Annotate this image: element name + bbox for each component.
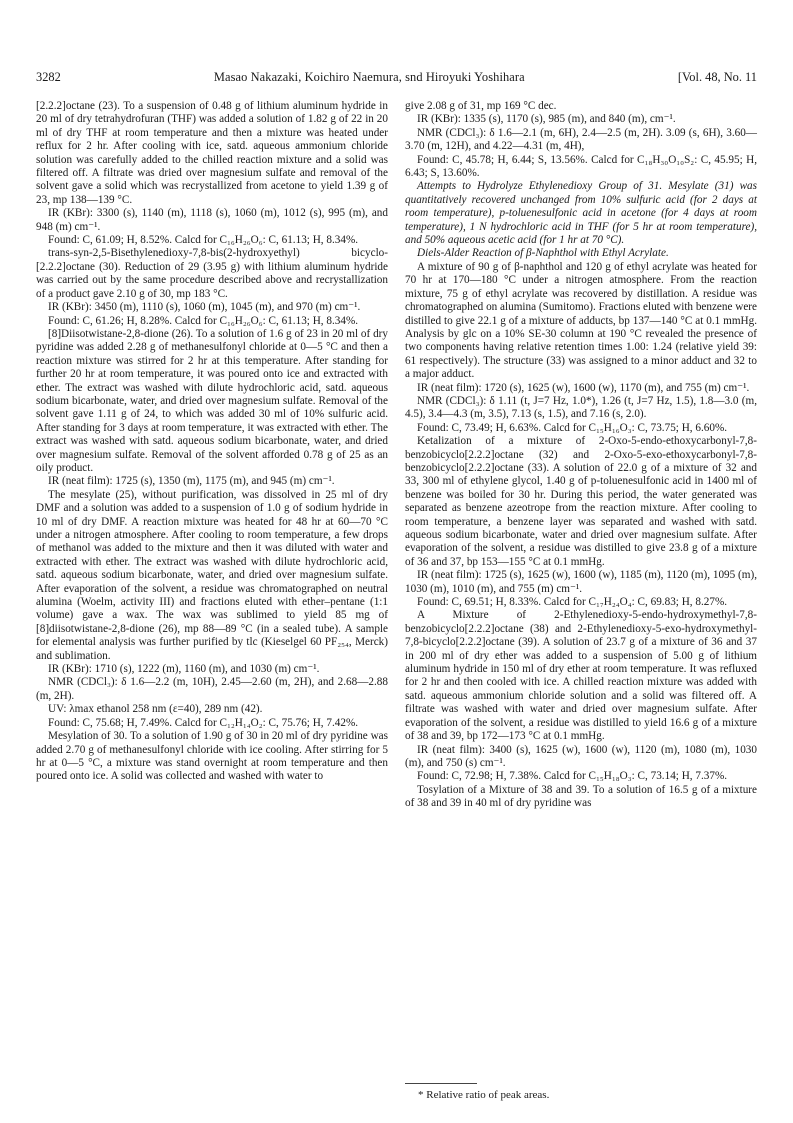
paragraph: Found: C, 61.26; H, 8.28%. Calcd for C₁₆H₂₆O₆: C, 61.13; H, 8.34%. <box>48 314 359 327</box>
paragraph: IR (neat film): 3400 (s), 1625 (w), 1600 (w), 1120 (m), 1080 (m), 1030 (m), and 750 (s) cm⁻¹. <box>405 743 757 769</box>
page-number: 3282 <box>36 70 61 84</box>
paragraph: IR (KBr): 3450 (m), 1110 (s), 1060 (m), 1045 (m), and 970 (m) cm⁻¹. <box>48 301 361 314</box>
footnote: * Relative ratio of peak areas. <box>418 1089 550 1101</box>
paragraph: IR (neat film): 1725 (s), 1625 (w), 1600 (w), 1185 (m), 1120 (m), 1095 (m), 1030 (m), 1010 (m), and 755 (m) cm⁻¹. <box>405 569 757 595</box>
paragraph: Ketalization of a mixture of 2-Oxo-5-endo-ethoxycarbonyl-7,8-benzobicyclo[2.2.2]octane (32) and 2-Oxo-5-exo-ethoxycarbonyl-7,8-benzobicyclo[2.2.2]octane (33). A solution of 22.0 g of a mixture of 32 and 33, 300 ml of ethylene glycol, 1.40 g of p-toluenesulfonic acid in 1400 ml of benzene was boiled for 30 hr. During this period, the water generated was separated as benzene azeotrope from the reaction mixture. After cooling to room temperature, a benzene layer was separated and washed with satd. aqueous sodium bicarbonate, water and dried over magnesium sulfate. After evaporation of the solvent, a residue was distilled to give 23.8 g of a mixture of 36 and 37, bp 153—155 °C at 0.1 mmHg. <box>405 435 757 568</box>
paragraph: A Mixture of 2-Ethylenedioxy-5-endo-hydroxymethyl-7,8-benzobicyclo[2.2.2]octane (38) and 2-Ethylenedioxy-5-exo-hydroxymethyl-7,8-bicyclo[2.2.2]octane (39). A solution of 23.7 g of a mixture of 36 and 37 in 200 ml of dry ether was added to a suspension of 5.00 g of lithium aluminum hydride in 150 ml of dry ether at room temperature. It was refluxed for 2 hr and then cooled with ice. A chilled reaction mixture was added with satd. aqueous ammonium chloride solution and a solid was filtered off. A filtrate was washed with water and dried over magnesium sulfate. After evaporation of the solvent, a residue was distilled to yield 16.6 g of a mixture of 38 and 39, bp 172—173 °C at 0.1 mmHg. <box>405 609 757 743</box>
paragraph: IR (neat film): 1720 (s), 1625 (w), 1600 (w), 1170 (m), and 755 (m) cm⁻¹. <box>417 381 750 394</box>
section-heading: Diels-Alder Reaction of β-Naphthol with Ethyl Acrylate. <box>417 247 669 260</box>
paragraph: Found: C, 61.09; H, 8.52%. Calcd for C₁₆H₂₆O₆: C, 61.13; H, 8.34%. <box>48 234 359 247</box>
paragraph: give 2.08 g of 31, mp 169 °C dec. <box>405 100 557 112</box>
paragraph: Found: C, 72.98; H, 7.38%. Calcd for C₁₅H₁₈O₃: C, 73.14; H, 7.37%. <box>417 770 728 783</box>
paragraph: [8]Diisotwistane-2,8-dione (26). To a solution of 1.6 g of 23 in 20 ml of dry pyridine was added 2.28 g of methanesulfonyl chloride at 0—5 °C and then a reaction mixture was stirred for 2 hr at this temperature. After standing for further 20 hr at room temperature, it was poured onto ice and extracted with ether. The extract was washed with dilute hydrochloric acid, satd. aqueous sodium bicarbonate, water, and dried over magnesium sulfate. Removal of the solvent gave 1.11 g of 24, to which was added 30 ml of 10% sulfuric acid. After standing for 3 days at room temperature, it was extracted with ether. The extract was washed with satd. aqueous sodium bicarbonate, water, and dried over magnesium sulfate. Removal of the solvent afforded 0.78 g of 25 as an oily product. <box>36 327 388 474</box>
paragraph: Found: C, 69.51; H, 8.33%. Calcd for C₁₇H₂₄O₄: C, 69.83; H, 8.27%. <box>417 596 728 609</box>
paragraph: NMR (CDCl₃): δ 1.11 (t, J=7 Hz, 1.0*), 1.26 (t, J=7 Hz, 1.5), 1.8—3.0 (m, 4.5), 3.4—4.3 (m, 3.5), 7.13 (s, 1.5), and 7.16 (s, 2.0). <box>405 394 757 421</box>
paragraph: IR (KBr): 1335 (s), 1170 (s), 985 (m), and 840 (m), cm⁻¹. <box>417 113 676 126</box>
paragraph: IR (KBr): 3300 (s), 1140 (m), 1118 (s), 1060 (m), 1012 (s), 995 (m), and 948 (m) cm⁻¹. <box>36 207 388 233</box>
running-authors: Masao Nakazaki, Koichiro Naemura, snd Hiroyuki Yoshihara <box>213 70 525 84</box>
paragraph: IR (neat film): 1725 (s), 1350 (m), 1175 (m), and 945 (m) cm⁻¹. <box>48 475 335 488</box>
paragraph: Found: C, 73.49; H, 6.63%. Calcd for C₁₅H₁₆O₃: C, 73.75; H, 6.60%. <box>417 421 728 434</box>
footnote-divider <box>405 1083 477 1084</box>
paragraph: trans-syn-2,5-Bisethylenedioxy-7,8-bis(2-hydroxyethyl) bicyclo-[2.2.2]octane (30). Reduction of 29 (3.95 g) with lithium aluminum hydride was carried out by the same procedure described above and recrystallization of a product gave 2.10 g of 30, mp 183 °C. <box>36 247 388 300</box>
paragraph: NMR (CDCl₃): δ 1.6—2.2 (m, 10H), 2.45—2.60 (m, 2H), and 2.68—2.88 (m, 2H). <box>36 676 388 702</box>
paragraph: The mesylate (25), without purification, was dissolved in 25 ml of dry DMF and a solution was added to a suspension of 1.0 g of sodium hydride in 10 ml of dry DMF. A reaction mixture was heated for 48 hr at 60—70 °C under a nitrogen atmosphere. After cooling to room temperature, a few drops of methanol was added to the mixture and then it was diluted with water and extracted with ether. The extract was washed with dilute hydrochloric acid, satd. aqueous sodium bicarbonate, water, and dried over magnesium sulfate. After evaporation of the solvent, a residue was chromatographed on neutral alumina (Woelm, activity III) and fractions eluted with ether–pentane (1:1 volume) gave a wax. The wax was sublimed to yield 85 mg of [8]diisotwistane-2,8-dione (26), mp 88—89 °C (in a sealed tube). A sample for elemental analysis was further purified by tlc (Kieselgel 60 PF₂₅₄, Merck) and sublimation. <box>36 488 388 662</box>
paragraph: IR (KBr): 1710 (s), 1222 (m), 1160 (m), and 1030 (m) cm⁻¹. <box>48 663 320 676</box>
paragraph: Found: C, 75.68; H, 7.49%. Calcd for C₁₂H₁₄O₂: C, 75.76; H, 7.42%. <box>48 716 359 729</box>
paragraph: Tosylation of a Mixture of 38 and 39. To a solution of 16.5 g of a mixture of 38 and 39 in 40 ml of dry pyridine was <box>405 783 757 810</box>
paragraph: [2.2.2]octane (23). To a suspension of 0.48 g of lithium aluminum hydride in 20 ml of dry tetrahydrofuran (THF) was added a solution of 1.82 g of 22 in 20 ml of dry THF at room temperature and then a mixture was heated under reflux for 2 hr. After cooling with ice, satd. aqueous ammonium chloride solution was carefully added to the chilled reaction mixture and a solid was filtered off. A filtrate was dried over magnesium sulfate and removal of the solvent gave a solid which was recrystallized from acetone to yield 1.39 g of 23, mp 138—139 °C. <box>36 100 388 206</box>
section-heading: Attempts to Hydrolyze Ethylenedioxy Group of 31. Mesylate (31) was quantitatively recovered unchanged from 10% sulfuric acid (for 2 days at room temperature), p-toluenesulfonic acid in acetone (for 4 days at room temperature), 1 N hydrochloric acid in THF (for 5 hr at room temperature), and 50% aqueous acetic acid (for 1 hr at 70 °C). <box>405 180 757 247</box>
paragraph: Found: C, 45.78; H, 6.44; S, 13.56%. Calcd for C₁₈H₃₀O₁₀S₂: C, 45.95; H, 6.43; S, 13.60%. <box>405 153 757 180</box>
paragraph: A mixture of 90 g of β-naphthol and 120 g of ethyl acrylate was heated for 70 hr at 170—180 °C under a nitrogen atmosphere. From the reaction mixture, 75 g of ethyl acrylate was recovered by distillation. A residue was chromatographed on alumina (Sumitomo). Fractions eluted with benzene were distilled to give 22.1 g of a mixture of adducts, bp 137—140 °C at 0.1 mmHg. Analysis by glc on a 10% SE-30 column at 190 °C revealed the presence of two components having relative retention times 1.00: 1.24 (relative yield 39: 61 respectively). The structure (33) was assigned to a minor adduct and 32 to a major adduct. <box>405 260 757 381</box>
left-column <box>36 100 388 784</box>
paragraph: Mesylation of 30. To a solution of 1.90 g of 30 in 20 ml of dry pyridine was added 2.70 g of methanesulfonyl chloride with ice cooling. After stirring for 5 hr at 0—5 °C, a mixture was stand overnight at room temperature and then poured onto ice. A solid was collected and washed with water to <box>36 730 388 783</box>
running-header <box>36 70 757 88</box>
paragraph: NMR (CDCl₃): δ 1.6—2.1 (m, 6H), 2.4—2.5 (m, 2H). 3.09 (s, 6H), 3.60—3.70 (m, 12H), and 4.22—4.31 (m, 4H), <box>405 126 757 153</box>
right-column <box>405 100 757 811</box>
volume-issue: [Vol. 48, No. 11 <box>677 70 757 84</box>
paragraph: UV: λmax ethanol 258 nm (ε=40), 289 nm (42). <box>48 703 263 716</box>
